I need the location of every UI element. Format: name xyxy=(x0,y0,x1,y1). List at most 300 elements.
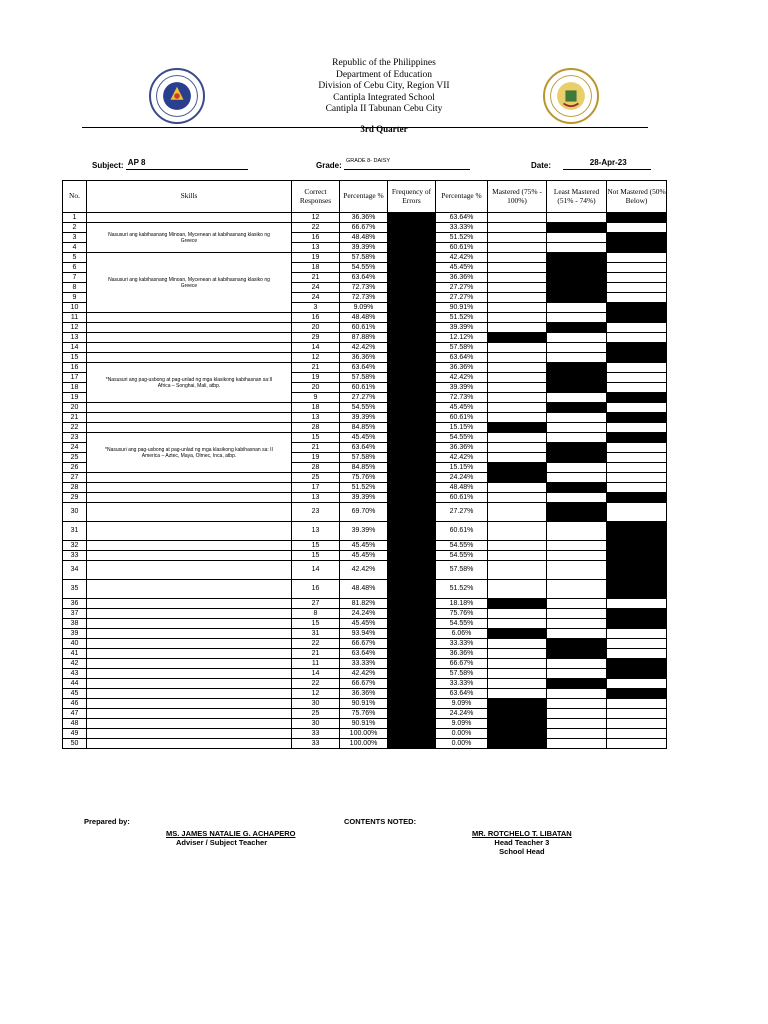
mastered-cell xyxy=(488,649,547,659)
skill-cell xyxy=(87,669,292,679)
least-mastered-cell xyxy=(547,403,607,413)
least-mastered-cell xyxy=(547,433,607,443)
item-number: 40 xyxy=(63,639,87,649)
not-mastered-cell xyxy=(607,343,667,353)
error-percentage: 33.33% xyxy=(436,223,488,233)
least-mastered-cell xyxy=(547,443,607,453)
frequency-of-errors xyxy=(388,649,436,659)
not-mastered-cell xyxy=(607,609,667,619)
not-mastered-cell xyxy=(607,679,667,689)
noted-by-block xyxy=(472,829,572,856)
not-mastered-cell xyxy=(607,353,667,363)
item-number: 2 xyxy=(63,223,87,233)
error-percentage: 72.73% xyxy=(436,393,488,403)
subject-value: AP 8 xyxy=(126,158,248,170)
not-mastered-cell xyxy=(607,403,667,413)
correct-responses: 21 xyxy=(292,649,340,659)
correct-responses: 9 xyxy=(292,393,340,403)
percentage: 63.64% xyxy=(340,649,388,659)
mastered-cell xyxy=(488,599,547,609)
table-row xyxy=(63,423,667,433)
skill-cell xyxy=(87,729,292,739)
adviser-name: MS. JAMES NATALIE G. ACHAPERO xyxy=(166,829,296,838)
mastered-cell xyxy=(488,561,547,580)
frequency-of-errors xyxy=(388,283,436,293)
not-mastered-cell xyxy=(607,213,667,223)
item-number: 41 xyxy=(63,649,87,659)
percentage: 33.33% xyxy=(340,659,388,669)
mastered-cell xyxy=(488,313,547,323)
mastered-cell xyxy=(488,551,547,561)
not-mastered-cell xyxy=(607,313,667,323)
frequency-of-errors xyxy=(388,263,436,273)
error-percentage: 54.55% xyxy=(436,433,488,443)
frequency-of-errors xyxy=(388,669,436,679)
least-mastered-cell xyxy=(547,333,607,343)
frequency-of-errors xyxy=(388,253,436,263)
table-row xyxy=(63,433,667,443)
correct-responses: 15 xyxy=(292,619,340,629)
correct-responses: 24 xyxy=(292,283,340,293)
correct-responses: 15 xyxy=(292,541,340,551)
not-mastered-cell xyxy=(607,709,667,719)
header-line: Cantipla II Tabunan Cebu City xyxy=(325,104,443,115)
item-number: 39 xyxy=(63,629,87,639)
mastered-cell xyxy=(488,373,547,383)
mastered-cell xyxy=(488,483,547,493)
column-header-percentage: Percentage % xyxy=(340,181,388,213)
not-mastered-cell xyxy=(607,619,667,629)
grade-label: Grade: xyxy=(316,161,342,170)
least-mastered-cell xyxy=(547,639,607,649)
not-mastered-cell xyxy=(607,639,667,649)
not-mastered-cell xyxy=(607,393,667,403)
percentage: 63.64% xyxy=(340,273,388,283)
item-number: 12 xyxy=(63,323,87,333)
mastered-cell xyxy=(488,353,547,363)
correct-responses: 13 xyxy=(292,413,340,423)
item-number: 4 xyxy=(63,243,87,253)
not-mastered-cell xyxy=(607,233,667,243)
percentage: 84.85% xyxy=(340,463,388,473)
header-line: Republic of the Philippines xyxy=(332,58,436,68)
percentage: 63.64% xyxy=(340,443,388,453)
frequency-of-errors xyxy=(388,561,436,580)
least-mastered-cell xyxy=(547,423,607,433)
item-number: 49 xyxy=(63,729,87,739)
mastered-cell xyxy=(488,709,547,719)
not-mastered-cell xyxy=(607,503,667,522)
table-row xyxy=(63,353,667,363)
not-mastered-cell xyxy=(607,363,667,373)
least-mastered-cell xyxy=(547,599,607,609)
skill-cell xyxy=(87,659,292,669)
least-mastered-cell xyxy=(547,223,607,233)
table-row xyxy=(63,580,667,599)
percentage: 90.91% xyxy=(340,699,388,709)
item-number: 46 xyxy=(63,699,87,709)
correct-responses: 15 xyxy=(292,433,340,443)
frequency-of-errors xyxy=(388,383,436,393)
item-number: 5 xyxy=(63,253,87,263)
frequency-of-errors xyxy=(388,522,436,541)
mastered-cell xyxy=(488,699,547,709)
least-mastered-cell xyxy=(547,609,607,619)
error-percentage: 48.48% xyxy=(436,483,488,493)
correct-responses: 13 xyxy=(292,493,340,503)
percentage: 60.61% xyxy=(340,323,388,333)
error-percentage: 45.45% xyxy=(436,403,488,413)
not-mastered-cell xyxy=(607,253,667,263)
item-number: 25 xyxy=(63,453,87,463)
percentage: 66.67% xyxy=(340,639,388,649)
subject-field xyxy=(92,158,248,170)
item-number: 20 xyxy=(63,403,87,413)
skill-cell xyxy=(87,541,292,551)
frequency-of-errors xyxy=(388,323,436,333)
not-mastered-cell xyxy=(607,522,667,541)
correct-responses: 16 xyxy=(292,233,340,243)
frequency-of-errors xyxy=(388,739,436,749)
frequency-of-errors xyxy=(388,679,436,689)
error-percentage: 60.61% xyxy=(436,243,488,253)
error-percentage: 36.36% xyxy=(436,443,488,453)
least-mastered-cell xyxy=(547,353,607,363)
not-mastered-cell xyxy=(607,561,667,580)
mastered-cell xyxy=(488,639,547,649)
error-percentage: 9.09% xyxy=(436,719,488,729)
least-mastered-cell xyxy=(547,393,607,403)
skill-cell xyxy=(87,343,292,353)
correct-responses: 8 xyxy=(292,609,340,619)
table-row xyxy=(63,629,667,639)
skill-cell xyxy=(87,323,292,333)
not-mastered-cell xyxy=(607,443,667,453)
mastered-cell xyxy=(488,580,547,599)
item-number: 35 xyxy=(63,580,87,599)
correct-responses: 14 xyxy=(292,561,340,580)
error-percentage: 12.12% xyxy=(436,333,488,343)
skill-cell xyxy=(87,333,292,343)
item-number: 28 xyxy=(63,483,87,493)
table-row xyxy=(63,609,667,619)
correct-responses: 21 xyxy=(292,443,340,453)
correct-responses: 21 xyxy=(292,363,340,373)
skill-cell xyxy=(87,423,292,433)
frequency-of-errors xyxy=(388,223,436,233)
skill-cell xyxy=(87,699,292,709)
item-number: 34 xyxy=(63,561,87,580)
correct-responses: 20 xyxy=(292,383,340,393)
column-header-least-mastered: Least Mastered (51% - 74%) xyxy=(547,181,607,213)
frequency-of-errors xyxy=(388,343,436,353)
least-mastered-cell xyxy=(547,649,607,659)
table-row xyxy=(63,679,667,689)
date-label: Date: xyxy=(531,161,552,170)
correct-responses: 33 xyxy=(292,729,340,739)
not-mastered-cell xyxy=(607,541,667,551)
column-header-mastered: Mastered (75% - 100%) xyxy=(488,181,547,213)
least-mastered-cell xyxy=(547,233,607,243)
percentage: 93.94% xyxy=(340,629,388,639)
frequency-of-errors xyxy=(388,473,436,483)
error-percentage: 66.67% xyxy=(436,659,488,669)
table-row xyxy=(63,639,667,649)
error-percentage: 45.45% xyxy=(436,263,488,273)
frequency-of-errors xyxy=(388,599,436,609)
not-mastered-cell xyxy=(607,413,667,423)
item-number: 45 xyxy=(63,689,87,699)
percentage: 90.91% xyxy=(340,719,388,729)
subject-label: Subject: xyxy=(92,161,124,170)
least-mastered-cell xyxy=(547,689,607,699)
item-number: 1 xyxy=(63,213,87,223)
error-percentage: 27.27% xyxy=(436,503,488,522)
correct-responses: 28 xyxy=(292,423,340,433)
skill-description: *Nasusuri ang pag-usbong at pag-unlad ng mga klasikong kabihasnan sa:II Africa – Songhai, Mali, atbp. xyxy=(87,363,292,403)
not-mastered-cell xyxy=(607,719,667,729)
mastered-cell xyxy=(488,689,547,699)
prepared-by-label: Prepared by: xyxy=(84,817,130,826)
error-percentage: 42.42% xyxy=(436,453,488,463)
error-percentage: 6.06% xyxy=(436,629,488,639)
frequency-of-errors xyxy=(388,353,436,363)
adviser-title: Adviser / Subject Teacher xyxy=(176,838,268,847)
table-row xyxy=(63,729,667,739)
correct-responses: 19 xyxy=(292,373,340,383)
mastered-cell xyxy=(488,679,547,689)
table-body xyxy=(63,213,667,749)
frequency-of-errors xyxy=(388,303,436,313)
percentage: 66.67% xyxy=(340,679,388,689)
document-header xyxy=(0,58,768,116)
percentage: 36.36% xyxy=(340,689,388,699)
correct-responses: 22 xyxy=(292,639,340,649)
least-mastered-cell xyxy=(547,541,607,551)
percentage: 27.27% xyxy=(340,393,388,403)
not-mastered-cell xyxy=(607,273,667,283)
frequency-of-errors xyxy=(388,580,436,599)
skill-description: Nasusuri ang kabihasnang Minoan, Mycenean at kabihasnang klasiko ng Greece xyxy=(87,253,292,313)
item-number: 11 xyxy=(63,313,87,323)
table-row xyxy=(63,522,667,541)
correct-responses: 12 xyxy=(292,353,340,363)
percentage: 100.00% xyxy=(340,739,388,749)
skill-cell xyxy=(87,473,292,483)
error-percentage: 54.55% xyxy=(436,541,488,551)
skill-cell xyxy=(87,403,292,413)
correct-responses: 15 xyxy=(292,551,340,561)
frequency-of-errors xyxy=(388,719,436,729)
not-mastered-cell xyxy=(607,293,667,303)
correct-responses: 22 xyxy=(292,679,340,689)
not-mastered-cell xyxy=(607,649,667,659)
skill-cell xyxy=(87,580,292,599)
item-number: 26 xyxy=(63,463,87,473)
not-mastered-cell xyxy=(607,699,667,709)
skill-cell xyxy=(87,599,292,609)
header-line: Cantipla Integrated School xyxy=(333,92,435,103)
item-number: 48 xyxy=(63,719,87,729)
error-percentage: 36.36% xyxy=(436,649,488,659)
frequency-of-errors xyxy=(388,443,436,453)
least-mastered-cell xyxy=(547,659,607,669)
item-number: 24 xyxy=(63,443,87,453)
mastered-cell xyxy=(488,243,547,253)
percentage: 81.82% xyxy=(340,599,388,609)
correct-responses: 27 xyxy=(292,599,340,609)
table-row xyxy=(63,719,667,729)
grade-field xyxy=(316,158,470,170)
frequency-of-errors xyxy=(388,629,436,639)
item-number: 37 xyxy=(63,609,87,619)
skill-cell xyxy=(87,629,292,639)
not-mastered-cell xyxy=(607,433,667,443)
mastered-cell xyxy=(488,619,547,629)
frequency-of-errors xyxy=(388,609,436,619)
column-header-errors: Frequency of Errors xyxy=(388,181,436,213)
frequency-of-errors xyxy=(388,373,436,383)
correct-responses: 30 xyxy=(292,719,340,729)
frequency-of-errors xyxy=(388,333,436,343)
least-mastered-cell xyxy=(547,463,607,473)
item-number: 44 xyxy=(63,679,87,689)
column-header-no: No. xyxy=(63,181,87,213)
correct-responses: 11 xyxy=(292,659,340,669)
least-mastered-cell xyxy=(547,273,607,283)
mastered-cell xyxy=(488,413,547,423)
item-number: 32 xyxy=(63,541,87,551)
error-percentage: 33.33% xyxy=(436,679,488,689)
error-percentage: 27.27% xyxy=(436,283,488,293)
not-mastered-cell xyxy=(607,599,667,609)
item-number: 47 xyxy=(63,709,87,719)
percentage: 45.45% xyxy=(340,433,388,443)
contents-noted-label: CONTENTS NOTED: xyxy=(344,817,417,826)
table-row xyxy=(63,333,667,343)
correct-responses: 31 xyxy=(292,629,340,639)
frequency-of-errors xyxy=(388,433,436,443)
correct-responses: 25 xyxy=(292,709,340,719)
table-row xyxy=(63,253,667,263)
least-mastered-cell xyxy=(547,679,607,689)
mastered-cell xyxy=(488,303,547,313)
error-percentage: 57.58% xyxy=(436,561,488,580)
correct-responses: 12 xyxy=(292,689,340,699)
least-mastered-cell xyxy=(547,263,607,273)
not-mastered-cell xyxy=(607,303,667,313)
not-mastered-cell xyxy=(607,580,667,599)
skill-cell xyxy=(87,719,292,729)
mastered-cell xyxy=(488,463,547,473)
least-mastered-cell xyxy=(547,243,607,253)
frequency-of-errors xyxy=(388,403,436,413)
frequency-of-errors xyxy=(388,483,436,493)
percentage: 39.39% xyxy=(340,522,388,541)
correct-responses: 19 xyxy=(292,453,340,463)
table-row xyxy=(63,689,667,699)
mastered-cell xyxy=(488,263,547,273)
percentage: 24.24% xyxy=(340,609,388,619)
percentage: 84.85% xyxy=(340,423,388,433)
item-number: 33 xyxy=(63,551,87,561)
item-number: 50 xyxy=(63,739,87,749)
frequency-of-errors xyxy=(388,541,436,551)
skill-cell xyxy=(87,313,292,323)
least-mastered-cell xyxy=(547,383,607,393)
least-mastered-cell xyxy=(547,453,607,463)
frequency-of-errors xyxy=(388,393,436,403)
skill-cell xyxy=(87,551,292,561)
error-percentage: 51.52% xyxy=(436,580,488,599)
head-teacher-title: Head Teacher 3 xyxy=(494,838,550,847)
least-mastered-cell xyxy=(547,373,607,383)
mastered-cell xyxy=(488,453,547,463)
skill-cell xyxy=(87,679,292,689)
error-percentage: 90.91% xyxy=(436,303,488,313)
mastered-cell xyxy=(488,739,547,749)
correct-responses: 14 xyxy=(292,669,340,679)
item-number: 30 xyxy=(63,503,87,522)
least-mastered-cell xyxy=(547,719,607,729)
error-percentage: 57.58% xyxy=(436,343,488,353)
table-row xyxy=(63,483,667,493)
table-row xyxy=(63,619,667,629)
frequency-of-errors xyxy=(388,619,436,629)
correct-responses: 17 xyxy=(292,483,340,493)
percentage: 48.48% xyxy=(340,580,388,599)
item-number: 9 xyxy=(63,293,87,303)
item-number: 22 xyxy=(63,423,87,433)
least-mastered-cell xyxy=(547,303,607,313)
mastered-cell xyxy=(488,729,547,739)
correct-responses: 3 xyxy=(292,303,340,313)
head-teacher-name: MR. ROTCHELO T. LIBATAN xyxy=(472,829,572,838)
correct-responses: 29 xyxy=(292,333,340,343)
item-number: 6 xyxy=(63,263,87,273)
error-percentage: 33.33% xyxy=(436,639,488,649)
not-mastered-cell xyxy=(607,739,667,749)
error-percentage: 24.24% xyxy=(436,473,488,483)
percentage: 57.58% xyxy=(340,453,388,463)
error-percentage: 27.27% xyxy=(436,293,488,303)
item-analysis-table xyxy=(62,180,667,749)
least-mastered-cell xyxy=(547,493,607,503)
percentage: 72.73% xyxy=(340,293,388,303)
frequency-of-errors xyxy=(388,729,436,739)
skill-cell xyxy=(87,353,292,363)
frequency-of-errors xyxy=(388,243,436,253)
percentage: 36.36% xyxy=(340,213,388,223)
mastered-cell xyxy=(488,283,547,293)
percentage: 75.76% xyxy=(340,473,388,483)
frequency-of-errors xyxy=(388,363,436,373)
skill-cell xyxy=(87,483,292,493)
table-row xyxy=(63,699,667,709)
not-mastered-cell xyxy=(607,669,667,679)
percentage: 42.42% xyxy=(340,343,388,353)
table-row xyxy=(63,551,667,561)
not-mastered-cell xyxy=(607,223,667,233)
mastered-cell xyxy=(488,223,547,233)
error-percentage: 0.00% xyxy=(436,729,488,739)
mastered-cell xyxy=(488,333,547,343)
mastered-cell xyxy=(488,522,547,541)
least-mastered-cell xyxy=(547,213,607,223)
error-percentage: 42.42% xyxy=(436,373,488,383)
correct-responses: 28 xyxy=(292,463,340,473)
mastered-cell xyxy=(488,493,547,503)
